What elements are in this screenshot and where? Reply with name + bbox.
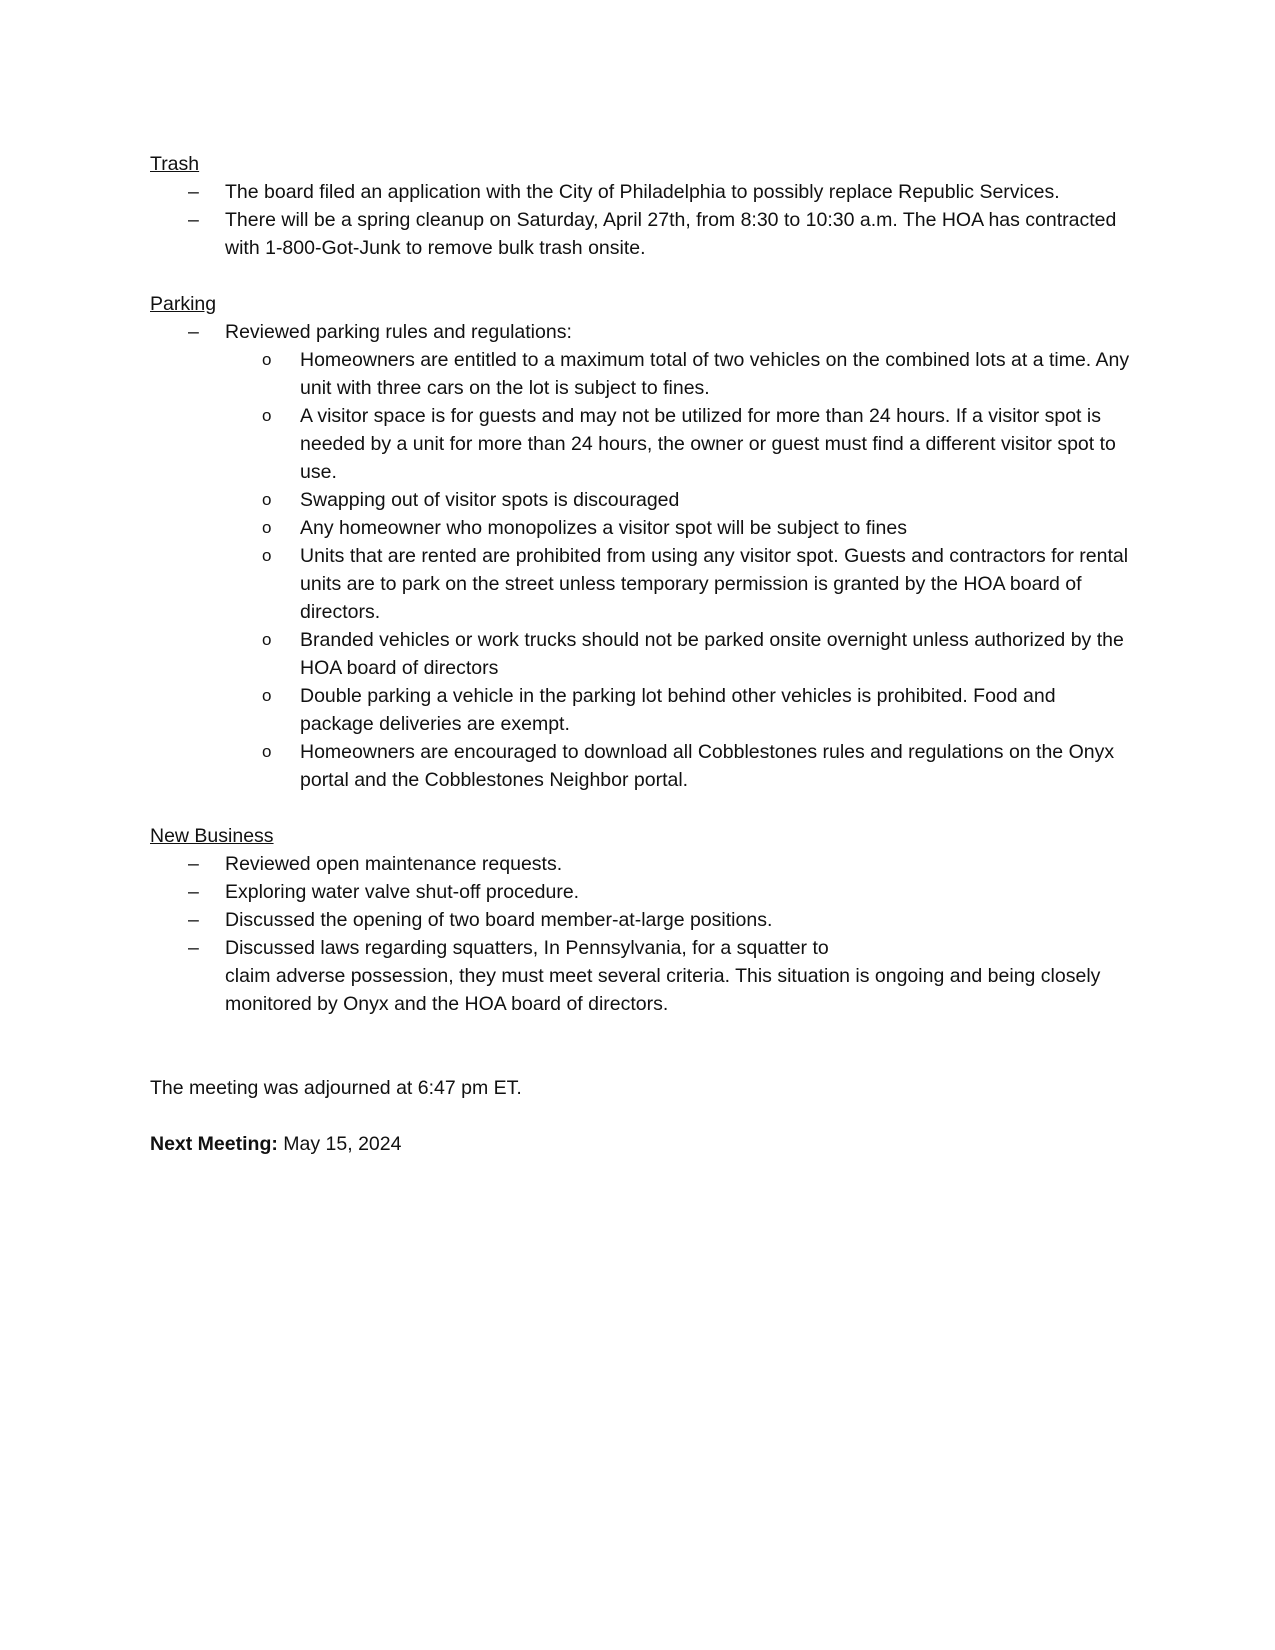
adjournment-text: The meeting was adjourned at 6:47 pm ET.: [150, 1077, 522, 1099]
trash-list: [150, 178, 1130, 262]
list-item-text: Swapping out of visitor spots is discouraged: [300, 489, 680, 511]
list-item: [150, 178, 1130, 206]
circle-bullet: o: [262, 350, 272, 369]
circle-bullet: o: [262, 406, 272, 425]
list-item: [225, 542, 1130, 626]
list-item: [225, 738, 1130, 794]
section-heading-trash: Trash: [150, 153, 200, 175]
section-heading-new-business: New Business: [150, 825, 274, 847]
document-page: [150, 150, 1130, 1158]
section-new-business: [150, 822, 1130, 1018]
new-business-list: [150, 850, 1130, 1018]
list-item: [150, 206, 1130, 262]
dash-bullet: –: [188, 209, 199, 231]
parking-list: [150, 318, 1130, 794]
list-item-text: A visitor space is for guests and may not be utilized for more than 24 hours. If a visitor spot is needed by a unit for more than 24 hours, the owner or guest must find a different visitor spot to use.: [300, 405, 1116, 483]
circle-bullet: o: [262, 546, 272, 565]
list-item: [225, 346, 1130, 402]
dash-bullet: –: [188, 181, 199, 203]
list-item-text: There will be a spring cleanup on Saturday, April 27th, from 8:30 to 10:30 a.m. The HOA has contracted with 1-800-Got-Junk to remove bulk trash onsite.: [225, 209, 1117, 259]
dash-bullet: –: [188, 853, 199, 875]
list-item-text: Double parking a vehicle in the parking lot behind other vehicles is prohibited. Food and package deliveries are exempt.: [300, 685, 1056, 735]
list-item: [150, 850, 1130, 878]
next-meeting-date: May 15, 2024: [283, 1133, 402, 1155]
list-item: [150, 878, 1130, 906]
list-item: [225, 402, 1130, 486]
dash-bullet: –: [188, 909, 199, 931]
section-heading-parking: Parking: [150, 293, 217, 315]
list-item-text: Homeowners are encouraged to download all Cobblestones rules and regulations on the Onyx portal and the Cobblestones Neighbor portal.: [300, 741, 1115, 791]
list-item: [150, 934, 1130, 1018]
dash-bullet: –: [188, 321, 199, 343]
list-item-text: Reviewed parking rules and regulations:: [225, 321, 572, 343]
circle-bullet: o: [262, 630, 272, 649]
list-item-text: Homeowners are entitled to a maximum total of two vehicles on the combined lots at a time. Any unit with three cars on the lot is subject to fines.: [300, 349, 1130, 399]
list-item-text: Discussed the opening of two board member-at-large positions.: [225, 909, 773, 931]
circle-bullet: o: [262, 742, 272, 761]
next-meeting-label: Next Meeting:: [150, 1133, 278, 1155]
list-item-text: Any homeowner who monopolizes a visitor spot will be subject to fines: [300, 517, 907, 539]
circle-bullet: o: [262, 518, 272, 537]
dash-bullet: –: [188, 881, 199, 903]
list-item: [150, 318, 1130, 794]
section-parking: [150, 290, 1130, 794]
list-item-text: The board filed an application with the City of Philadelphia to possibly replace Republic Services.: [225, 181, 1060, 203]
list-item: [225, 486, 1130, 514]
circle-bullet: o: [262, 490, 272, 509]
next-meeting: [150, 1130, 1130, 1158]
list-item: [150, 906, 1130, 934]
list-item: [225, 514, 1130, 542]
parking-rules-list: [225, 346, 1130, 794]
list-item-text: Units that are rented are prohibited from using any visitor spot. Guests and contractors for rental units are to park on the street unless temporary permission is granted by the HOA board of directors.: [300, 545, 1129, 623]
list-item-text: Branded vehicles or work trucks should not be parked onsite overnight unless authorized by the HOA board of directors: [300, 629, 1124, 679]
list-item-text-line-1: Discussed laws regarding squatters, In Pennsylvania, for a squatter to: [225, 937, 829, 959]
list-item: [225, 682, 1130, 738]
list-item-text: Exploring water valve shut-off procedure.: [225, 881, 580, 903]
circle-bullet: o: [262, 686, 272, 705]
list-item: [225, 626, 1130, 682]
dash-bullet: –: [188, 937, 199, 959]
section-trash: [150, 150, 1130, 262]
list-item-text-line-2: claim adverse possession, they must meet several criteria. This situation is ongoing and being closely monitored by Onyx and the HOA board of directors.: [225, 965, 1101, 1015]
list-item-text: Reviewed open maintenance requests.: [225, 853, 563, 875]
